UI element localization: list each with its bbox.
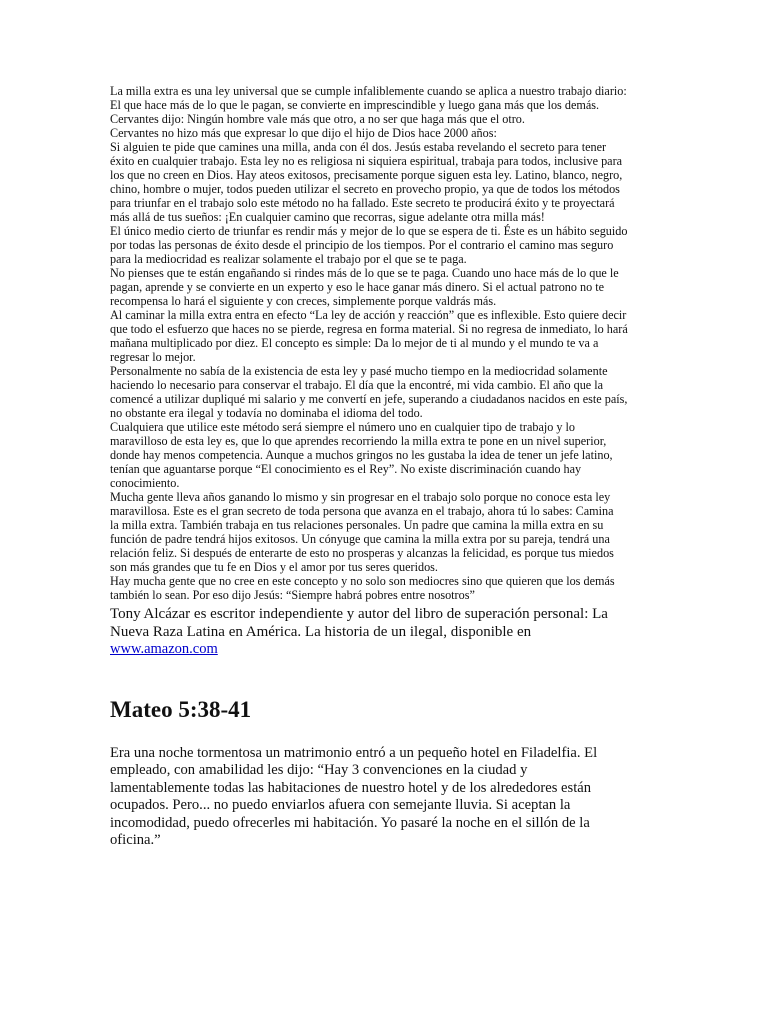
document-page — [110, 84, 660, 850]
text-line: No pienses que te están engañando si rindes más de lo que se te paga. Cuando uno hace más de lo que le — [110, 266, 619, 280]
text-line: la milla extra. También trabaja en tus relaciones personales. Un padre que camina la milla extra en su — [110, 518, 604, 532]
text-line: empleado, con amabilidad les dijo: “Hay 3 convenciones en la ciudad y — [110, 762, 528, 778]
text-line: Hay mucha gente que no cree en este concepto y no solo son mediocres sino que quieren que los demás — [110, 574, 615, 588]
text-line: maravilloso de esta ley es, que lo que aprendes recorriendo la milla extra te pone en un nivel superior, — [110, 434, 607, 448]
section-heading: Mateo 5:38-41 — [110, 696, 252, 722]
text-line: recompensa lo hará el siguiente y con creces, simplemente porque valdrás más. — [110, 294, 497, 308]
text-line: Al caminar la milla extra entra en efecto “La ley de acción y reacción” que es inflexible. Esto quiere decir — [110, 308, 627, 322]
text-line: lamentablemente todas las habitaciones de nuestro hotel y de los alrededores están — [110, 779, 592, 796]
text-line: también lo sean. Por eso dijo Jesús: “Siempre habrá pobres entre nosotros” — [110, 588, 475, 602]
text-line: que todo el esfuerzo que haces no se pierde, regresa en forma material. Si no regresa de inmediato, lo hará — [110, 322, 628, 336]
story-body — [110, 745, 660, 850]
text-line: pagan, aprende y se convierte en un experto y eso le hace ganar más dinero. Si el actual patrono no te — [110, 280, 605, 294]
article-paragraph — [110, 224, 660, 308]
text-line: no obstante era ilegal y todavía no dominaba el idioma del todo. — [110, 406, 423, 420]
amazon-link[interactable]: www.amazon.com — [110, 641, 218, 657]
text-line: incomodidad, puedo ofrecerles mi habitación. Yo pasaré la noche en el sillón de la — [110, 814, 590, 831]
text-line: relación feliz. Si después de enterarte de esto no prosperas y alcanzas la felicidad, es porque tus miedos — [110, 546, 614, 560]
text-line: Cervantes dijo: Ningún hombre vale más que otro, a no ser que haga más que el otro. — [110, 112, 525, 126]
story-paragraph — [110, 745, 660, 850]
text-line: regresar lo mejor. — [110, 350, 196, 364]
text-line: ocupados. Pero... no puedo enviarlos afuera con semejante lluvia. Si aceptan la — [110, 797, 571, 813]
author-bio — [110, 606, 660, 659]
text-line: El único medio cierto de triunfar es rendir más y mejor de lo que se espera de ti. Éste es un hábito seguido — [110, 224, 628, 238]
text-line: Era una noche tormentosa un matrimonio entró a un pequeño hotel en Filadelfia. El — [110, 744, 598, 761]
text-line: El que hace más de lo que le pagan, se convierte en imprescindible y luego gana más que los demás. — [110, 98, 600, 112]
article-paragraph — [110, 364, 660, 420]
text-line: donde hay menos competencia. Aunque a muchos gringos no les gustaba la idea de tener un jefe latino, — [110, 448, 613, 462]
text-line: mañana multiplicado por diez. El concepto es simple: Da lo mejor de ti al mundo y el mundo te va a — [110, 336, 599, 350]
article-paragraph — [110, 490, 660, 602]
text-line: función de padre tendrá hijos exitosos. Un cónyuge que camina la milla extra por su pareja, tendrá una — [110, 532, 610, 546]
text-line: por todas las personas de éxito desde el principio de los tiempos. Por el contrario el camino mas seguro — [110, 238, 614, 252]
text-line: maravillosa. Este es el gran secreto de toda persona que avanza en el trabajo, ahora tú lo sabes: Camina — [110, 504, 614, 518]
article-paragraph — [110, 308, 660, 364]
author-bio-line: Nueva Raza Latina en América. La historia de un ilegal, disponible en — [110, 623, 532, 640]
article-body — [110, 84, 660, 602]
text-line: chino, hombre o mujer, todos pueden utilizar el secreto en provecho propio, ya que de todos los métodos — [110, 182, 620, 196]
text-line: Si alguien te pide que camines una milla, anda con él dos. Jesús estaba revelando el secreto para tener — [110, 140, 607, 154]
text-line: haciendo lo necesario para conservar el trabajo. El día que la encontré, mi vida cambio. El año que la — [110, 378, 604, 392]
text-line: Personalmente no sabía de la existencia de esta ley y pasé mucho tiempo en la mediocridad solamente — [110, 364, 608, 378]
text-line: La milla extra es una ley universal que se cumple infaliblemente cuando se aplica a nuestro trabajo diario: — [110, 84, 627, 98]
text-line: tenían que aguantarse porque “El conocimiento es el Rey”. No existe discriminación cuando hay — [110, 462, 582, 476]
article-paragraph — [110, 84, 660, 126]
author-bio-line: Tony Alcázar es escritor independiente y autor del libro de superación personal: La — [110, 606, 608, 622]
text-line: para la mediocridad es realizar solamente el trabajo por el que se te paga. — [110, 252, 467, 266]
text-line: Cervantes no hizo más que expresar lo que dijo el hijo de Dios hace 2000 años: — [110, 126, 497, 140]
article-paragraph — [110, 420, 660, 490]
text-line: los que no creen en Dios. Hay ateos exitosos, precisamente porque siguen esta ley. Latino, blanco, negro, — [110, 168, 623, 182]
text-line: oficina.” — [110, 832, 161, 848]
text-line: conocimiento. — [110, 476, 180, 490]
text-line: más allá de tus sueños: ¡En cualquier camino que recorras, sigue adelante otra milla más! — [110, 210, 545, 224]
text-line: Cualquiera que utilice este método será siempre el número uno en cualquier tipo de trabajo y lo — [110, 420, 575, 434]
article-paragraph — [110, 126, 660, 224]
text-line: para triunfar en el trabajo solo este método no ha fallado. Este secreto te producirá éxito y te proyectará — [110, 196, 615, 210]
text-line: comencé a utilizar dupliqué mi salario y me convertí en jefe, superando a ciudadanos nacidos en este país, — [110, 392, 628, 406]
text-line: Mucha gente lleva años ganando lo mismo y sin progresar en el trabajo solo porque no conoce esta ley — [110, 490, 611, 504]
text-line: son más grandes que tu fe en Dios y el amor por tus seres queridos. — [110, 560, 438, 574]
text-line: éxito en cualquier trabajo. Esta ley no es religiosa ni siquiera espiritual, trabaja para todos, inclusive para — [110, 154, 623, 168]
